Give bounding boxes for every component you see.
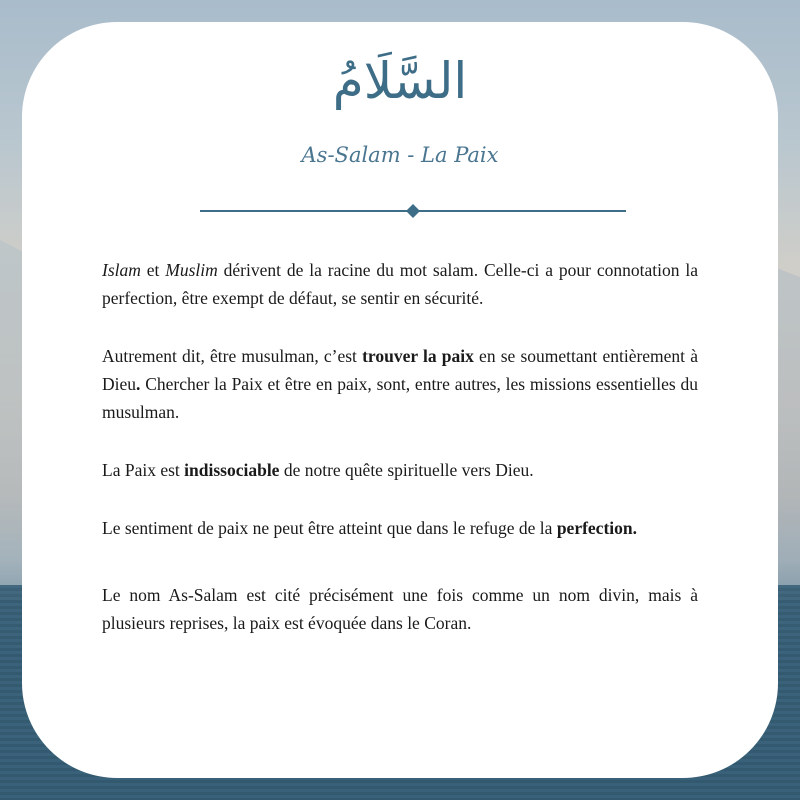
paragraph-1 [102,256,698,312]
text-span-bold: trouver la paix [362,346,474,366]
text-span: Le sentiment de paix ne peut être atteint que dans le refuge de la [102,518,557,538]
paragraph-4 [102,514,698,542]
text-span: de notre quête spirituelle vers Dieu. [279,460,534,480]
text-span: dérivent de la racine du mot salam. Celle-ci a pour connotation la perfection, être exempt de défaut, se sentir en sécurité. [102,260,698,308]
text-span-bold: . [136,374,141,394]
text-span: Muslim [165,260,218,280]
text-span: Islam [102,260,141,280]
divider-diamond-icon [406,204,420,218]
paragraph-2 [102,342,698,426]
paragraph-5 [102,581,698,637]
text-span-bold: indissociable [184,460,280,480]
text-span-bold: perfection. [556,518,637,538]
arabic-calligraphy-title: السَّلَامُ [332,52,468,110]
text-span: en se soumettant entièrement à Dieu [102,346,698,394]
ornamental-divider [200,203,626,219]
text-span: Autrement dit, être musulman, c’est [102,346,363,366]
text-span: La Paix est [102,460,185,480]
page-subtitle: As-Salam - La Paix [301,143,499,167]
text-span: Le nom As-Salam est cité précisément une fois comme un nom divin, mais à plusieurs reprises, la paix est évoquée dans le Coran. [102,585,698,633]
paragraph-3 [102,456,698,484]
article-body [102,256,698,637]
text-span: et [140,260,166,280]
text-span: Chercher la Paix et être en paix, sont, entre autres, les missions essentielles du musulman. [102,374,698,422]
